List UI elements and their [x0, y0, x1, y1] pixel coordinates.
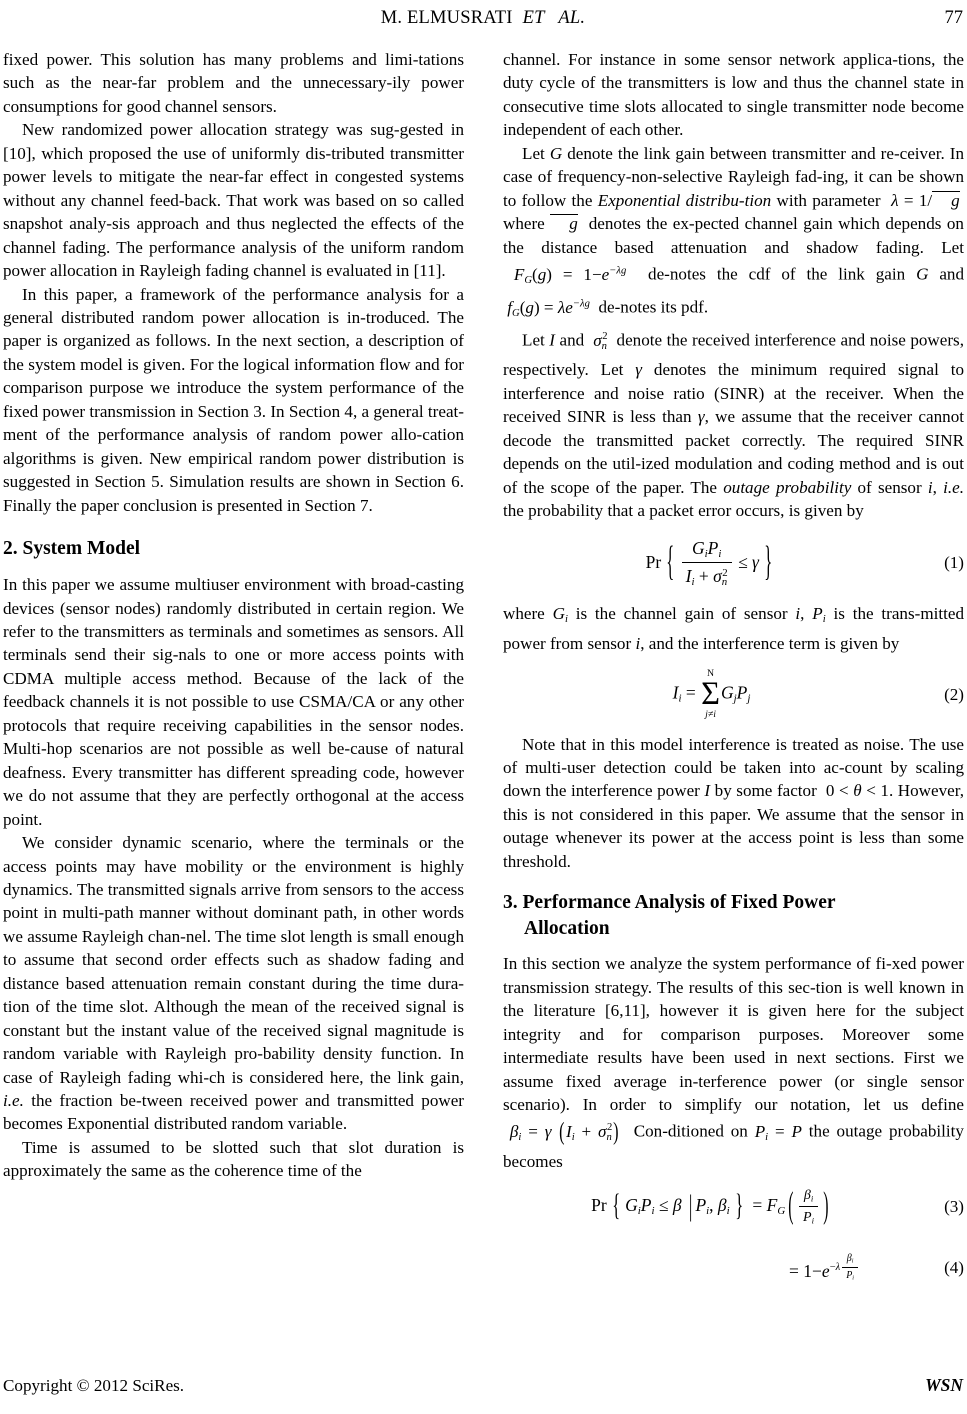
- paragraph-text: and: [928, 264, 965, 284]
- emphasis-ie: i.e.: [943, 477, 964, 497]
- equation-1: [503, 537, 964, 591]
- inline-math-beta-def: $\beta_i = \gamma$ $(I_i + \sigma_n^2)$: [509, 1117, 619, 1146]
- math-var-gamma2: γ: [697, 407, 705, 427]
- equation-1-number: (1): [944, 553, 964, 573]
- paragraph-text: of sensor: [851, 477, 928, 497]
- paragraph: [503, 733, 964, 874]
- equation-1-body: Pr { $\frac{G_iP_i}{I_i + \sigma_n^2}$ ≤ γ }: [645, 537, 773, 589]
- paragraph-text: by some factor: [710, 781, 822, 801]
- paragraph: channel. For instance in some sensor network applica-tions, the duty cycle of the transmitters is low and thus the channel state in consecutive time slots allocated to single transmitter node become independent of each other.: [503, 50, 964, 140]
- paragraph-text: , we assume that the receiver cannot decode the transmitted packet correctly. The required SINR depends on the util-ized modulation and coding method and is out of the scope of the paper. The: [503, 407, 964, 497]
- running-head: [3, 8, 963, 34]
- paragraph-text: the probability that a packet error occurs, is given by: [503, 501, 864, 521]
- inline-math-lambda-def: λ = 1/ g: [891, 190, 960, 210]
- paragraph: [503, 142, 964, 325]
- section-heading-performance-analysis: [503, 890, 964, 942]
- paragraph: [503, 325, 964, 522]
- emphasis-outage-probability: outage probability: [723, 477, 852, 497]
- math-var-Gi: $G_i$: [552, 604, 568, 626]
- paragraph-text: and: [555, 330, 589, 350]
- paragraph-text: We consider dynamic scenario, where the terminals or the access points may have mobility or the environment is highly dynamics. The transmitted signals arrive from sensors to the access point in multi-path manner without dominant path, in other words we assume Rayleigh chan-nel. The time slot length is small enough to assume that second order effects such as shadow fading and distance based attenuation remain constant during the time dura-tion of the time slot. Although the mean of the received signal is constant but the instant value of the received signal magnitude is random variable with Rayleigh pro-bability density function. In case of Rayleigh fading whi-ch is considered here, the link gain,: [3, 833, 464, 1087]
- paragraph: [503, 602, 964, 655]
- paragraph-text: where: [503, 214, 551, 234]
- inline-math-sigma-n-squared: $\sigma_n^2$: [593, 330, 608, 352]
- paragraph-text: is the channel gain of sensor: [567, 604, 796, 624]
- paragraph-text: Con-ditioned on: [626, 1122, 755, 1142]
- right-column: [503, 48, 964, 1338]
- inline-math-pdf: $f_G(g) = \lambda e^{-\lambda g}$: [507, 297, 590, 319]
- equation-3: [503, 1183, 964, 1227]
- equation-3-number: (3): [944, 1196, 964, 1216]
- math-var-G: G: [549, 143, 563, 163]
- paragraph-text: ,: [932, 477, 944, 497]
- inline-math-gbar: g: [550, 214, 583, 233]
- paragraph-text: . However, this is not considered in this paper. We assume that the sensor in outage whenever its power at the access point is less than some threshold.: [503, 781, 965, 871]
- paragraph-text: Let: [522, 143, 550, 163]
- paragraph-text: de-notes the cdf of the link gain: [637, 264, 917, 284]
- equation-2: [503, 669, 964, 720]
- equation-2-number: (2): [944, 684, 964, 704]
- paragraph-text: de-notes its pdf.: [594, 297, 709, 317]
- inline-math-cdf: $F_G(g) = 1-e^{-\lambda g}$: [513, 264, 627, 286]
- equation-3-body: Pr { $G_iP_i \le \beta$ | $P_i$, $\beta_i$ } = $F_G$ ( $\frac{\beta_i}{P_i}$ ): [591, 1183, 829, 1226]
- math-var-G2: G: [916, 264, 929, 284]
- paragraph-text: the outage probability becomes: [503, 1122, 964, 1171]
- equation-4-body: = $1-e^{-\lambda \frac{\beta_i}{P_i}}$: [503, 1253, 920, 1283]
- equation-2-body: $I_i$ = N Σ j≠i $G_jP_j$: [672, 668, 751, 720]
- math-var-Pi: $P_i$: [812, 604, 826, 626]
- spacer: [3, 517, 464, 536]
- paragraph-text: In this section we analyze the system performance of fi-xed power transmission strategy. The results of this sec-tion is well known in the literature [6,11], however it is given here for the subject integrity and for comparison purposes. Moreover some intermediate results have been used in next sections. First we assume fixed average in-terference power (or single sensor scenario). In order to simplify our notation, let us define: [503, 954, 964, 1114]
- equation-4: [503, 1253, 964, 1283]
- paragraph: New randomized power allocation strategy was sug-gested in [10], which proposed the use of uniformly dis-tributed transmitter power levels to mitigate the near-far effect in congested systems without any channel feed-back. That work was based on so called snapshot analy-sis approach and thus neglected the effects of the channel fading. The performance analysis of the uniform random power allocation in Rayleigh fading channel is evaluated in [11].: [3, 120, 464, 281]
- math-var-I2: I: [704, 781, 711, 801]
- paragraph: [503, 952, 964, 1173]
- equation-4-number: (4): [944, 1257, 964, 1277]
- inline-math-theta-range: 0 < θ < 1: [825, 781, 889, 801]
- math-var-I: I: [549, 330, 555, 350]
- math-var-i: i: [927, 477, 933, 497]
- paragraph-text: denotes the ex-pected channel gain which depends on the distance based attenuation and shadow fading. Let: [503, 214, 964, 257]
- footer-copyright: Copyright © 2012 SciRes.: [3, 1376, 185, 1395]
- section-heading-system-model: 2. System Model: [3, 538, 141, 560]
- emphasis-exponential-distribution: Exponential distribu-tion: [597, 190, 772, 210]
- paragraph: Time is assumed to be slotted such that slot duration is approximately the same as the coherence time of the: [3, 1137, 464, 1181]
- section-heading-line1: 3. Performance Analysis of Fixed Power: [503, 892, 836, 914]
- left-column: [3, 48, 464, 1338]
- footer-journal: WSN: [925, 1375, 963, 1395]
- paragraph-text: is the trans-mitted power from sensor: [503, 604, 964, 653]
- paragraph-text: denotes the minimum required signal to interference and noise ratio (SINR) at the receiver. When the received SINR is less than: [503, 360, 964, 427]
- paragraph-text: where: [503, 604, 553, 624]
- paragraph-text: denote the received interference and noise powers, respectively. Let: [503, 330, 964, 380]
- paragraph-text: Let: [522, 330, 550, 350]
- spacer: [3, 562, 464, 573]
- paragraph: In this paper, a framework of the performance analysis for a general distributed random power allocation is in-troduced. The paper is organized as follows. In the next section, a description of the system model is given. For the logical information flow and for comparison purpose we introduce the system performance of the fixed power transmission in Section 3. In Section 4, a general treat-ment of the performance analysis of random power allo-cation algorithms is given. New empirical random power distribution is suggested in Section 5. Simulation results are shown in Section 6. Finally the paper conclusion is presented in Section 7.: [3, 284, 464, 515]
- paragraph: fixed power. This solution has many problems and limi-tations such as the near-far problem and the unnecessary-ily power consumptions for good channel sensors.: [3, 50, 464, 116]
- paragraph-text: Note that in this model interference is treated as noise. The use of multi-user detection could be taken into ac-count by scaling down the interference power: [503, 734, 964, 801]
- body-columns: [3, 48, 964, 1338]
- page-footer: [3, 1375, 963, 1396]
- paragraph-text: the fraction be-tween received power and transmitted power becomes Exponential distributed random variable.: [3, 1091, 464, 1134]
- paragraph-text: ,: [800, 604, 813, 624]
- running-head-etal: ET AL.: [522, 8, 586, 28]
- math-var-gamma: γ: [635, 360, 643, 380]
- paragraph-text: with parameter: [771, 190, 886, 210]
- math-var-i2: i: [635, 633, 641, 653]
- emphasis-ie: i.e.: [3, 1091, 24, 1111]
- paragraph: In this paper we assume multiuser environment with broad-casting devices (sensor nodes) randomly distributed in certain region. We refer to the transmitters as terminals and sometimes as sensors. All terminals send their sig-nals to one or more access points with CDMA multiple access method. Because of the lack of the feedback channels it is not possible to use CSMA/CA or any other protocols that require receiving capabilities in the sensor nodes. Multi-hop scenarios are not possible as well be-cause of natural deafness. Every transmitter has different spreading code, however we do not assume that they are perfectly orthogonal at the access point.: [3, 575, 464, 829]
- section-heading-line2: Allocation: [524, 918, 610, 940]
- paragraph-text: denote the link gain between transmitter and re-ceiver. In case of frequency-non-selective Rayleigh fad-ing, it can be shown to follow the: [503, 143, 964, 210]
- running-head-author: M. ELMUSRATI: [380, 8, 513, 28]
- paragraph-text: , and the interference term is given by: [640, 633, 900, 653]
- spacer: [503, 873, 964, 890]
- spacer: [503, 942, 964, 952]
- paragraph: [3, 831, 464, 1136]
- inline-math-Pi-equals-P: $P_i = P$: [754, 1122, 802, 1144]
- math-var-i: i: [795, 604, 801, 624]
- page-number: 77: [944, 8, 963, 28]
- running-head-title: [3, 8, 963, 29]
